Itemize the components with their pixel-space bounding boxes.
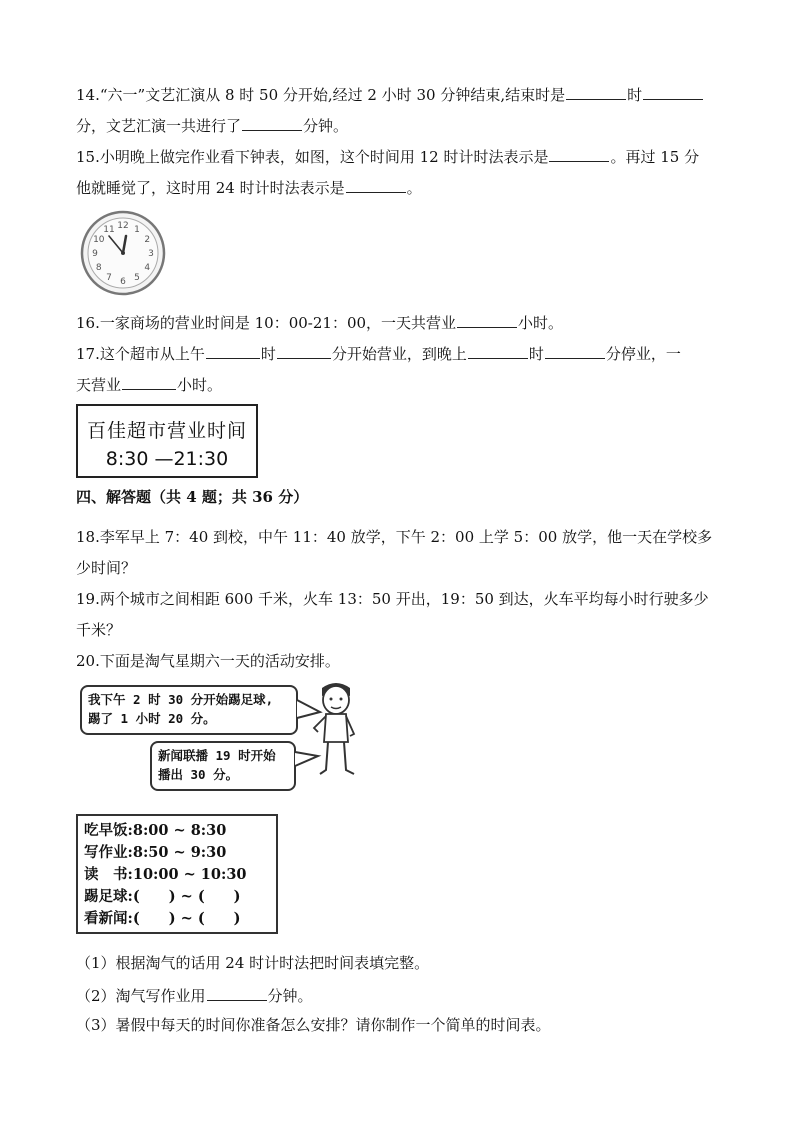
q17-blank-close-minute[interactable] <box>545 342 605 359</box>
bubble-news-line2: 播出 30 分。 <box>158 767 239 782</box>
q15-blank-12h[interactable] <box>549 145 609 162</box>
schedule-row-news[interactable]: 看新闻:( ) ~ ( ) <box>84 910 241 927</box>
bubble-football-line1: 我下午 2 时 30 分开始踢足球, <box>88 692 274 707</box>
q17-text-5: 分停业，一 <box>605 345 681 363</box>
q15-text-4: 。 <box>406 179 422 197</box>
q15-text-3: 他就睡觉了，这时用 24 时计时法表示是 <box>76 179 345 197</box>
q15-line1 <box>76 145 699 167</box>
schedule-row: 吃早饭:8:00 ~ 8:30 <box>84 822 227 839</box>
clock-numeral: 7 <box>106 273 112 284</box>
q14-line2 <box>76 114 348 136</box>
clock-numeral: 11 <box>103 224 115 235</box>
q17-blank-total[interactable] <box>122 373 176 390</box>
q14-blank-hour[interactable] <box>566 83 626 100</box>
clock-numeral: 6 <box>120 277 126 287</box>
schedule-row-football[interactable]: 踢足球:( ) ~ ( ) <box>84 888 241 905</box>
q17-line1 <box>76 342 681 364</box>
q20-sub3: （3）暑假中每天的时间你准备怎么安排？请你制作一个简单的时间表。 <box>76 1016 551 1034</box>
clock-numeral: 4 <box>144 263 151 273</box>
clock-numeral: 8 <box>95 263 102 273</box>
sign-hours: 8:30 —21:30 <box>105 448 229 470</box>
speech-bubble-football <box>80 685 298 735</box>
q17-text-2: 时 <box>260 345 276 363</box>
q20-intro: 20.下面是淘气星期六一天的活动安排。 <box>76 652 340 670</box>
q17-line2 <box>76 373 222 395</box>
q20-sub1: （1）根据淘气的话用 24 时计时法把时间表填完整。 <box>76 954 430 972</box>
q15-text-2: 。再过 15 分 <box>610 148 700 166</box>
q17-text-1: 17.这个超市从上午 <box>76 345 205 363</box>
q17-blank-open-minute[interactable] <box>277 342 331 359</box>
q17-text-6: 天营业 <box>76 376 122 394</box>
q15-line2 <box>76 176 422 198</box>
clock-numeral: 5 <box>134 273 140 284</box>
clock-numeral: 1 <box>134 224 140 235</box>
q14-text-1: 14.“六一”文艺汇演从 8 时 50 分开始,经过 2 小时 30 分钟结束,结束时是 <box>76 86 566 104</box>
q15-blank-24h[interactable] <box>346 176 406 193</box>
q17-text-3: 分开始营业，到晚上 <box>331 345 467 363</box>
sign-title: 百佳超市营业时间 <box>86 420 247 442</box>
q16-blank-hours[interactable] <box>457 311 517 328</box>
q20-blank-homework[interactable] <box>207 984 267 1001</box>
q16-line <box>76 311 563 333</box>
q14-text-2: 时 <box>627 86 643 104</box>
q18-line1: 18.李军早上 7：40 到校，中午 11：40 放学，下午 2：00 上学 5：00 放学，他一天在学校多 <box>76 528 713 546</box>
q14-blank-minute[interactable] <box>643 83 703 100</box>
q14-line1 <box>76 83 704 105</box>
clock-numeral: 3 <box>148 249 154 259</box>
clock-numeral: 9 <box>92 249 98 259</box>
bubble-news-line1: 新闻联播 19 时开始 <box>158 748 276 763</box>
q14-text-4: 分钟。 <box>303 117 349 135</box>
q19-line2: 千米？ <box>76 621 122 639</box>
supermarket-hours-sign <box>76 404 258 478</box>
boy-character-image <box>306 680 366 780</box>
speech-bubble-news <box>150 741 296 791</box>
q16-text-1: 16.一家商场的营业时间是 10：00-21：00，一天共营业 <box>76 314 457 332</box>
q17-blank-close-hour[interactable] <box>468 342 528 359</box>
q17-text-7: 小时。 <box>177 376 223 394</box>
q17-text-4: 时 <box>528 345 544 363</box>
q14-text-3: 分，文艺汇演一共进行了 <box>76 117 242 135</box>
q16-text-2: 小时。 <box>518 314 564 332</box>
bubble-football-line2: 踢了 1 小时 20 分。 <box>88 711 216 726</box>
schedule-row: 写作业:8:50 ~ 9:30 <box>84 844 227 861</box>
q19-line1: 19.两个城市之间相距 600 千米，火车 13：50 开出，19：50 到达，火车平均每小时行驶多少 <box>76 590 709 608</box>
q15-text-1: 15.小明晚上做完作业看下钟表，如图，这个时间用 12 时计时法表示是 <box>76 148 549 166</box>
q20-sub2 <box>76 984 313 1006</box>
q20-sub2-text-2: 分钟。 <box>267 987 313 1005</box>
q17-blank-open-hour[interactable] <box>206 342 260 359</box>
q18-line2: 少时间？ <box>76 559 137 577</box>
section-heading: 四、解答题（共 4 题；共 36 分） <box>76 488 309 506</box>
schedule-table <box>76 814 278 934</box>
clock-numeral: 12 <box>117 221 129 231</box>
q20-sub2-text-1: （2）淘气写作业用 <box>76 987 206 1005</box>
schedule-row: 读 书:10:00 ~ 10:30 <box>84 866 247 883</box>
clock-image <box>80 210 166 296</box>
clock-numeral: 2 <box>144 235 151 245</box>
clock-numeral: 10 <box>93 235 105 245</box>
q14-blank-duration[interactable] <box>242 114 302 131</box>
